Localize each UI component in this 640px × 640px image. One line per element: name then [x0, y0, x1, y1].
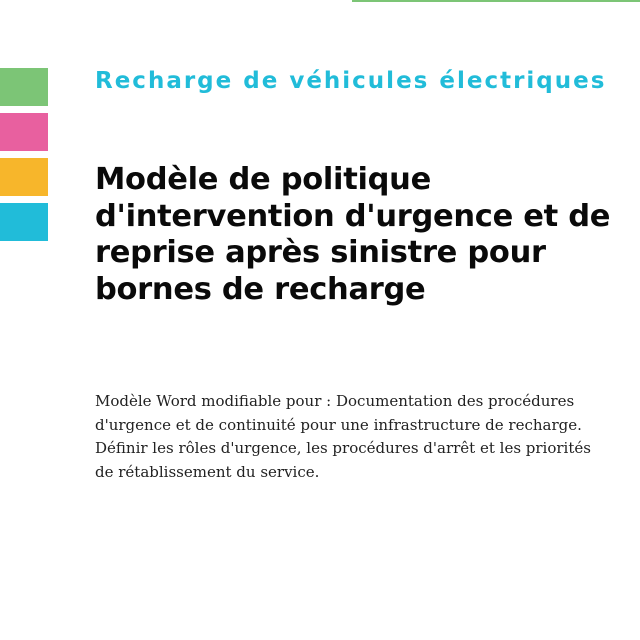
top-accent-line: [352, 0, 640, 2]
color-bar-cyan: [0, 203, 48, 241]
color-bar-stack: [0, 68, 48, 248]
description-text: Modèle Word modifiable pour : Documentation des procédures d'urgence et de continuité pour une infrastructure de recharge. Définir les rôles d'urgence, les procédures d'arrêt et les priorités de rétablissement du service.: [95, 392, 591, 481]
category-label: Recharge de véhicules électriques: [95, 68, 607, 94]
page-title: Modèle de politique d'intervention d'urgence et de reprise après sinistre pour bornes de recharge: [95, 162, 611, 307]
color-bar-green: [0, 68, 48, 106]
color-bar-pink: [0, 113, 48, 151]
color-bar-yellow: [0, 158, 48, 196]
